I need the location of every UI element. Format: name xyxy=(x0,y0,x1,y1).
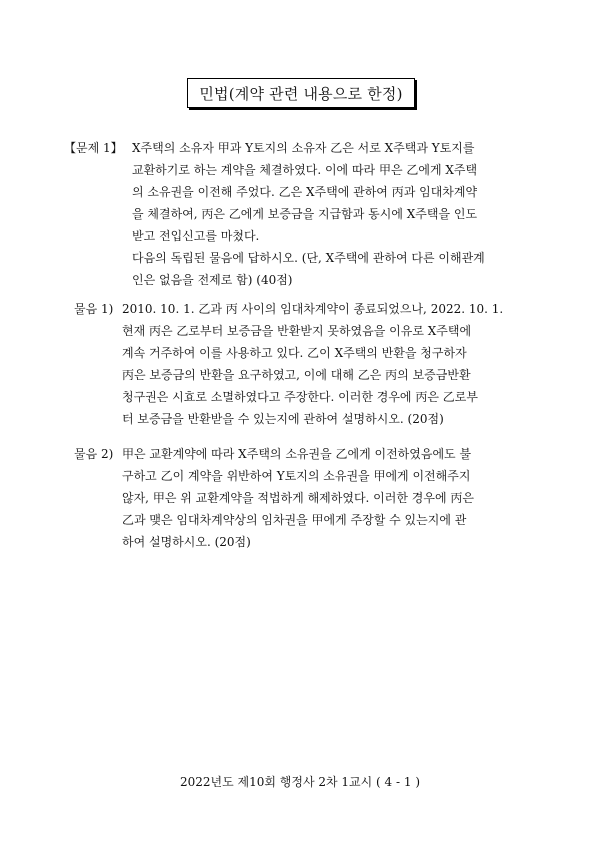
sub-question-line: 않자, 甲은 위 교환계약을 적법하게 해제하였다. 이러한 경우에 丙은 xyxy=(122,491,474,505)
sub-question-line: 乙과 맺은 임대차계약상의 임차권을 甲에게 주장할 수 있는지에 관 xyxy=(122,513,467,527)
sub-question-line: 터 보증금을 반환받을 수 있는지에 관하여 설명하시오. (20점) xyxy=(122,412,444,426)
sub-question-2-text xyxy=(122,443,592,553)
sub-question-1-text xyxy=(122,298,592,430)
problem-line: 받고 전입신고를 마쳤다. xyxy=(132,229,260,243)
problem-label: 【문제 1】 xyxy=(64,141,123,155)
sub-question-line: 甲은 교환계약에 따라 X주택의 소유권을 乙에게 이전하였음에도 불 xyxy=(122,447,472,461)
sub-question-line: 구하고 乙이 계약을 위반하여 Y토지의 소유권을 甲에게 이전해주지 xyxy=(122,469,471,483)
problem-line: X주택의 소유자 甲과 Y토지의 소유자 乙은 서로 X주택과 Y토지를 xyxy=(132,141,475,155)
sub-question-1-label: 물음 1) xyxy=(74,302,114,316)
sub-question-2-label: 물음 2) xyxy=(74,447,114,461)
problem-line: 을 체결하여, 丙은 乙에게 보증금을 지급함과 동시에 X주택을 인도 xyxy=(132,207,478,221)
problem-line: 교환하기로 하는 계약을 체결하였다. 이에 따라 甲은 乙에게 X주택 xyxy=(132,163,478,177)
page-footer: 2022년도 제10회 행정사 2차 1교시 ( 4 - 1 ) xyxy=(179,775,421,789)
sub-question-line: 현재 丙은 乙로부터 보증금을 반환받지 못하였음을 이유로 X주택에 xyxy=(122,324,472,338)
sub-question-line: 2010. 10. 1. 乙과 丙 사이의 임대차계약이 종료되었으나, 2022. 10. 1. xyxy=(122,302,504,316)
sub-question-line: 丙은 보증금의 반환을 요구하였고, 이에 대해 乙은 丙의 보증금반환 xyxy=(122,368,471,382)
sub-question-line: 계속 거주하여 이를 사용하고 있다. 乙이 X주택의 반환을 청구하자 xyxy=(122,346,467,360)
problem-line: 다음의 독립된 물음에 답하시오. (단, X주택에 관하여 다른 이해관계 xyxy=(132,251,485,265)
problem-line: 의 소유권을 이전해 주었다. 乙은 X주택에 관하여 丙과 임대차계약 xyxy=(132,185,478,199)
problem-line: 인은 없음을 전제로 함) (40점) xyxy=(132,273,293,287)
sub-question-line: 청구권은 시효로 소멸하였다고 주장한다. 이러한 경우에 丙은 乙로부 xyxy=(122,390,478,404)
sub-question-line: 하여 설명하시오. (20점) xyxy=(122,535,251,549)
problem-text xyxy=(132,137,600,291)
page-title: 민법(계약 관련 내용으로 한정) xyxy=(187,78,415,108)
